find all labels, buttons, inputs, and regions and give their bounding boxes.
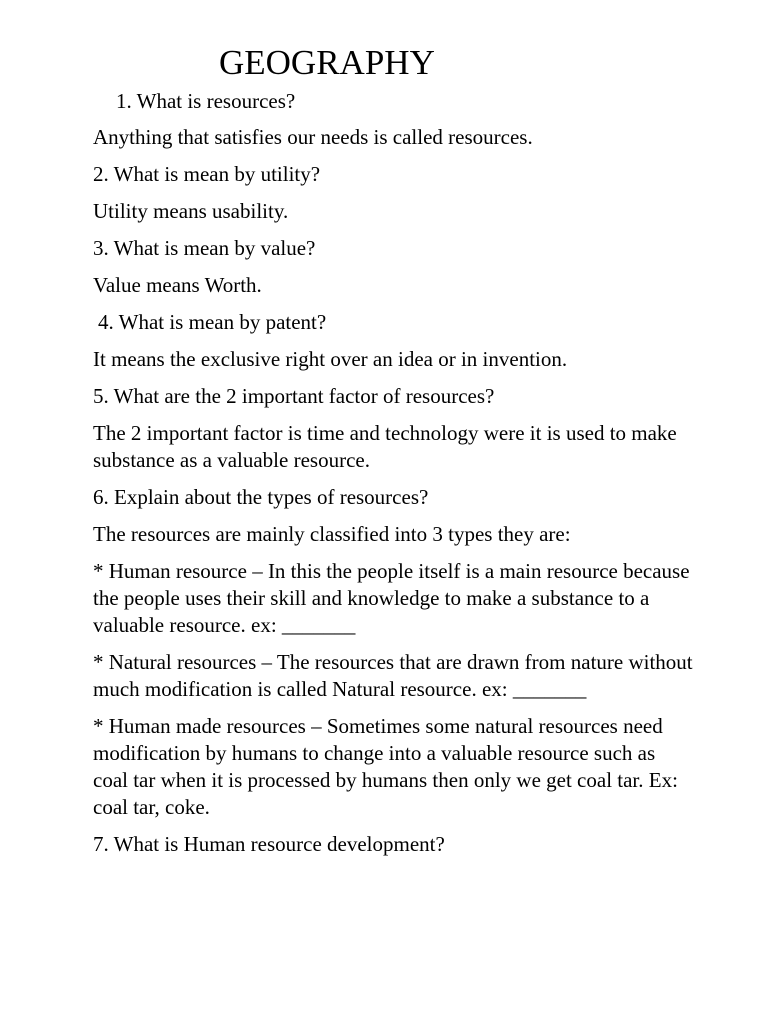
question-1: 1. What is resources? bbox=[116, 89, 296, 113]
answer-2: Utility means usability. bbox=[93, 199, 289, 223]
question-7: 7. What is Human resource development? bbox=[93, 832, 445, 856]
answer-6-human-made-resources: * Human made resources – Sometimes some natural resources need modification by humans to change into a valuable resource such as coal tar when it is processed by humans then only we get coal tar. Ex: coal tar, coke. bbox=[93, 714, 689, 819]
question-6: 6. Explain about the types of resources? bbox=[93, 485, 429, 509]
answer-6-natural-resources: * Natural resources – The resources that are drawn from nature without much modification is called Natural resource. ex: _______ bbox=[93, 650, 698, 701]
answer-5: The 2 important factor is time and technology were it is used to make substance as a valuable resource. bbox=[93, 421, 683, 472]
document-body bbox=[93, 88, 698, 868]
answer-6-intro: The resources are mainly classified into 3 types they are: bbox=[93, 522, 571, 546]
question-3: 3. What is mean by value? bbox=[93, 236, 316, 260]
answer-6-human-resource: * Human resource – In this the people itself is a main resource because the people uses their skill and knowledge to make a substance to a valuable resource. ex: _______ bbox=[93, 559, 695, 637]
answer-4: It means the exclusive right over an idea or in invention. bbox=[93, 347, 568, 371]
question-2: 2. What is mean by utility? bbox=[93, 162, 321, 186]
document-title: GEOGRAPHY bbox=[219, 43, 435, 82]
question-4: 4. What is mean by patent? bbox=[98, 310, 327, 334]
answer-3: Value means Worth. bbox=[93, 273, 262, 297]
question-5: 5. What are the 2 important factor of resources? bbox=[93, 384, 495, 408]
answer-1: Anything that satisfies our needs is called resources. bbox=[93, 125, 533, 149]
